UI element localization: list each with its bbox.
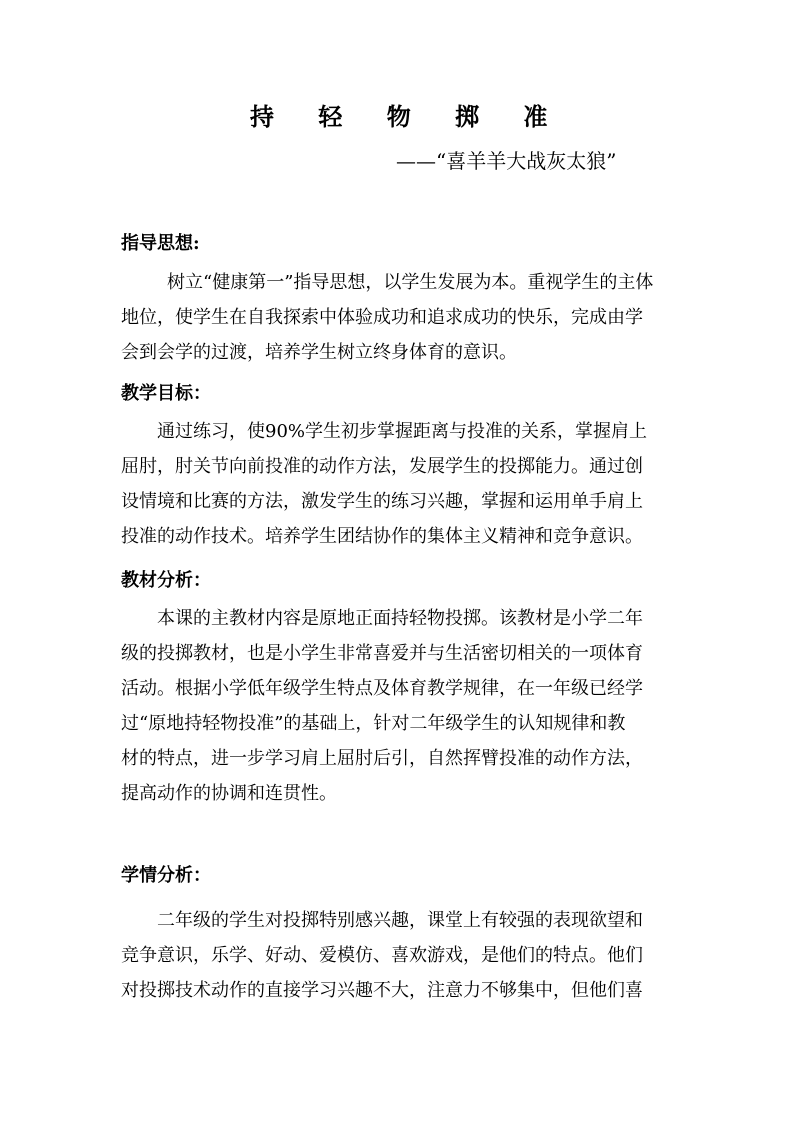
paragraph-line: 屈肘，肘关节向前投准的动作方法，发展学生的投掷能力。通过创	[121, 456, 643, 477]
section-body-teaching-goals	[121, 414, 681, 554]
section-heading-material-analysis: 教材分析：	[121, 570, 211, 591]
paragraph-line: 投准的动作技术。培养学生团结协作的集体主义精神和竞争意识。	[121, 526, 643, 547]
paragraph-line: 材的特点，进一步学习肩上屈肘后引，自然挥臂投准的动作方法，	[121, 748, 643, 769]
paragraph-line: 活动。根据小学低年级学生特点及体育教学规律，在一年级已经学	[121, 678, 643, 699]
paragraph-line: 树立“健康第一”指导思想，以学生发展为本。重视学生的主体	[167, 272, 654, 293]
paragraph-line: 本课的主教材内容是原地正面持轻物投掷。该教材是小学二年	[157, 608, 643, 629]
paragraph-line: 过“原地持轻物投准”的基础上，针对二年级学生的认知规律和教	[121, 713, 626, 734]
section-heading-student-analysis: 学情分析：	[121, 865, 211, 886]
section-heading-guiding-thought: 指导思想:	[121, 233, 200, 254]
section-body-material-analysis	[121, 601, 681, 811]
paragraph-line: 提高动作的协调和连贯性。	[121, 783, 337, 804]
paragraph-line: 设情境和比赛的方法，激发学生的练习兴趣，掌握和运用单手肩上	[121, 491, 643, 512]
paragraph-line: 会到会学的过渡，培养学生树立终身体育的意识。	[121, 342, 517, 363]
paragraph-line: 对投掷技术动作的直接学习兴趣不大，注意力不够集中，但他们喜	[121, 980, 643, 1001]
section-body-student-analysis	[121, 903, 681, 1008]
section-body-guiding-thought	[121, 265, 681, 370]
document-subtitle: ——“喜羊羊大战灰太狼”	[396, 149, 617, 173]
paragraph-line: 通过练习，使90%学生初步掌握距离与投准的关系，掌握肩上	[157, 421, 648, 442]
paragraph-line: 级的投掷教材，也是小学生非常喜爱并与生活密切相关的一项体育	[121, 643, 643, 664]
paragraph-line: 地位，使学生在自我探索中体验成功和追求成功的快乐，完成由学	[121, 307, 643, 328]
paragraph-line: 二年级的学生对投掷特别感兴趣，课堂上有较强的表现欲望和	[157, 910, 643, 931]
section-heading-teaching-goals: 教学目标：	[121, 383, 211, 404]
paragraph-line: 竞争意识，乐学、好动、爱模仿、喜欢游戏，是他们的特点。他们	[121, 945, 643, 966]
document-title: 持 轻 物 掷 准	[250, 102, 566, 131]
